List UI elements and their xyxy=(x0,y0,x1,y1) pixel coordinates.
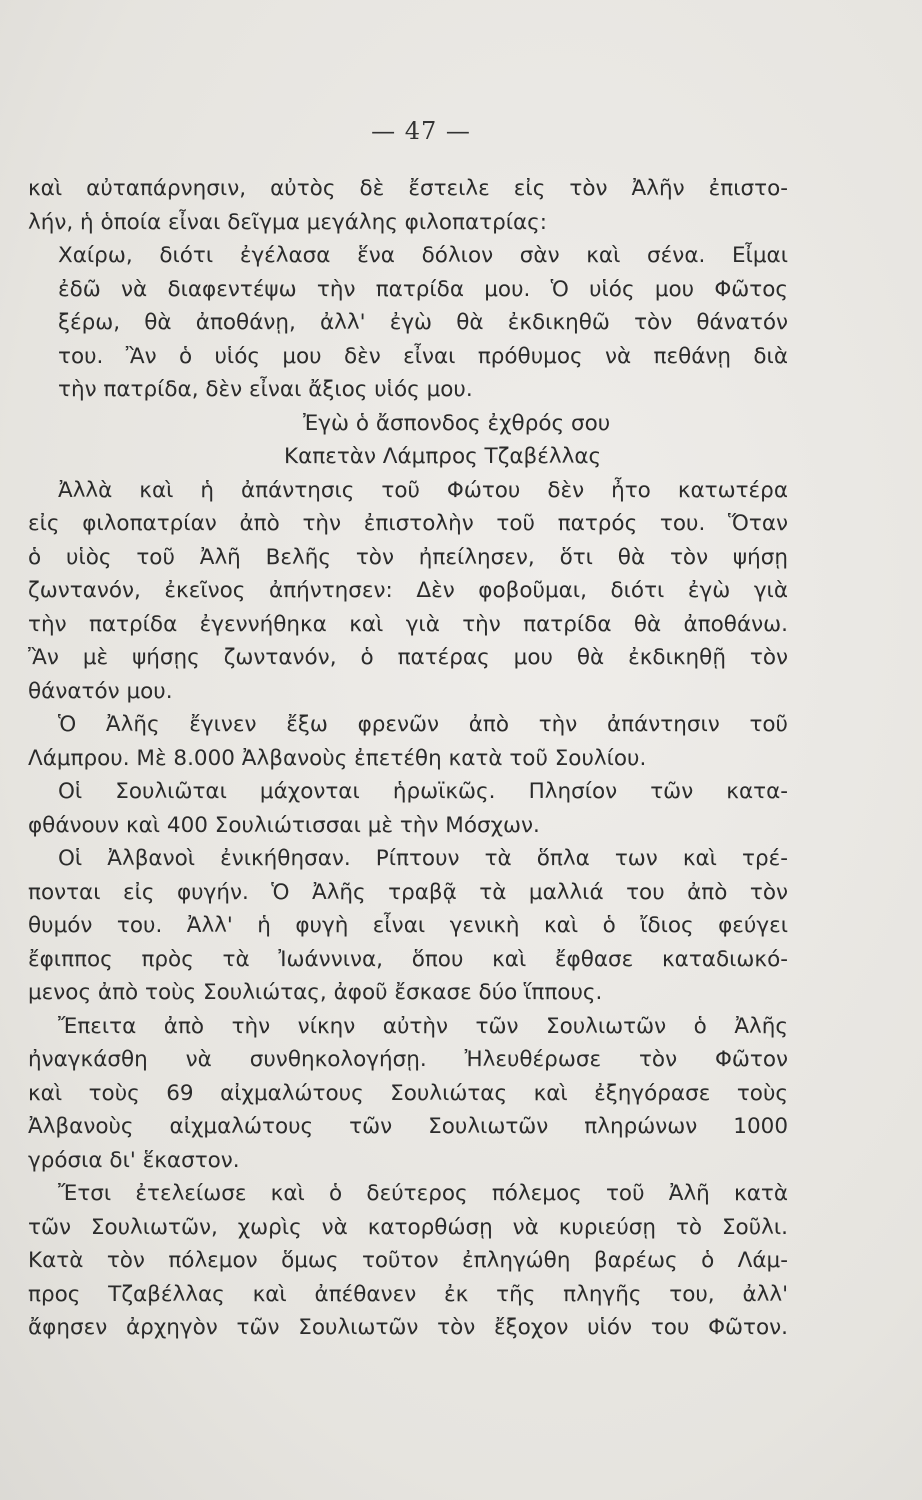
text-line: καὶ αὐταπάρνησιν, αὐτὸς δὲ ἔστειλε εἰς τὸν Ἀλῆν ἐπιστο- xyxy=(28,176,788,201)
text-line: τῶν Σουλιωτῶν, χωρὶς νὰ κατορθώσῃ νὰ κυριεύσῃ τὸ Σοῦλι. xyxy=(28,1214,788,1240)
text-line: προς Τζαβέλλας καὶ ἀπέθανεν ἐκ τῆς πληγῆς του, ἀλλ' xyxy=(28,1281,788,1307)
text-line: Ἀλλὰ καὶ ἡ ἀπάντησις τοῦ Φώτου δὲν ἦτο κατωτέρα xyxy=(58,477,788,503)
text-line: Καπετὰν Λάμπρος Τζαβέλλας xyxy=(284,444,602,469)
text-line: τὴν πατρίδα, δὲν εἶναι ἄξιος υἱός μου. xyxy=(58,377,473,402)
text-line: εἰς φιλοπατρίαν ἀπὸ τὴν ἐπιστολὴν τοῦ πατρός του. Ὅταν xyxy=(28,511,788,536)
text-line: μενος ἀπὸ τοὺς Σουλιώτας, ἀφοῦ ἔσκασε δύο ἵππους. xyxy=(28,980,603,1005)
text-line: Ἂν μὲ ψήσῃς ζωντανόν, ὁ πατέρας μου θὰ ἐκδικηθῇ τὸν xyxy=(28,645,788,670)
text-line: ἔφιππος πρὸς τὰ Ἰωάννινα, ὅπου καὶ ἔφθασε καταδιωκό- xyxy=(28,946,788,972)
text-line: θυμόν του. Ἀλλ' ἡ φυγὴ εἶναι γενικὴ καὶ ὁ ἴδιος φεύγει xyxy=(28,913,788,938)
text-line: Ἀλβανοὺς αἰχμαλώτους τῶν Σουλιωτῶν πληρώνων 1000 xyxy=(28,1114,788,1139)
text-line: πονται εἰς φυγήν. Ὁ Ἀλῆς τραβᾷ τὰ μαλλιά του ἀπὸ τὸν xyxy=(28,879,788,905)
text-line: ὁ υἱὸς τοῦ Ἀλῆ Βελῆς τὸν ἠπείλησεν, ὅτι θὰ τὸν ψήσῃ xyxy=(28,544,788,570)
page-number: — 47 — xyxy=(371,117,471,145)
page-text xyxy=(28,172,788,1345)
text-line: τὴν πατρίδα ἐγεννήθηκα καὶ γιὰ τὴν πατρίδα θὰ ἀποθάνω. xyxy=(28,611,788,637)
text-line: ἄφησεν ἀρχηγὸν τῶν Σουλιωτῶν τὸν ἔξοχον υἱόν του Φῶτον. xyxy=(28,1315,788,1340)
text-line: καὶ τοὺς 69 αἰχμαλώτους Σουλιώτας καὶ ἐξηγόρασε τοὺς xyxy=(28,1080,788,1106)
text-line: Κατὰ τὸν πόλεμον ὅμως τοῦτον ἐπληγώθη βαρέως ὁ Λάμ- xyxy=(28,1248,788,1273)
text-line: Ἐγὼ ὁ ἄσπονδος ἐχθρός σου xyxy=(303,410,611,436)
text-line: φθάνουν καὶ 400 Σουλιώτισσαι μὲ τὴν Μόσχων. xyxy=(28,812,540,838)
text-line: θάνατόν μου. xyxy=(28,678,173,704)
text-line: ἠναγκάσθη νὰ συνθηκολογήσῃ. Ἠλευθέρωσε τὸν Φῶτον xyxy=(28,1047,788,1072)
text-line: Ὁ Ἀλῆς ἔγινεν ἔξω φρενῶν ἀπὸ τὴν ἀπάντησιν τοῦ xyxy=(58,712,788,737)
text-line: ξέρω, θὰ ἀποθάνῃ, ἀλλ' ἐγὼ θὰ ἐκδικηθῶ τὸν θάνατόν xyxy=(58,310,788,335)
text-line: λήν, ἡ ὁποία εἶναι δεῖγμα μεγάλης φιλοπατρίας: xyxy=(28,209,548,235)
text-line: Χαίρω, διότι ἐγέλασα ἕνα δόλιον σὰν καὶ σένα. Εἶμαι xyxy=(58,243,788,268)
text-line: Ἔτσι ἐτελείωσε καὶ ὁ δεύτερος πόλεμος τοῦ Ἀλῆ κατὰ xyxy=(58,1181,788,1206)
text-line: Λάμπρου. Μὲ 8.000 Ἀλβανοὺς ἐπετέθη κατὰ τοῦ Σουλίου. xyxy=(28,745,647,771)
text-line: γρόσια δι' ἕκαστον. xyxy=(28,1147,240,1173)
text-line: Οἱ Σουλιῶται μάχονται ἡρωϊκῶς. Πλησίον τῶν κατα- xyxy=(58,779,788,804)
text-line: Ἔπειτα ἀπὸ τὴν νίκην αὐτὴν τῶν Σουλιωτῶν ὁ Ἀλῆς xyxy=(58,1013,788,1039)
text-line: ζωντανόν, ἐκεῖνος ἀπήντησεν: Δὲν φοβοῦμαι, διότι ἐγὼ γιὰ xyxy=(28,578,788,603)
text-line: Οἱ Ἀλβανοὶ ἐνικήθησαν. Ρίπτουν τὰ ὅπλα των καὶ τρέ- xyxy=(58,846,788,871)
text-line: ἐδῶ νὰ διαφεντέψω τὴν πατρίδα μου. Ὁ υἱός μου Φῶτος xyxy=(58,276,788,302)
text-line: του. Ἂν ὁ υἱός μου δὲν εἶναι πρόθυμος νὰ πεθάνῃ διὰ xyxy=(58,343,788,369)
